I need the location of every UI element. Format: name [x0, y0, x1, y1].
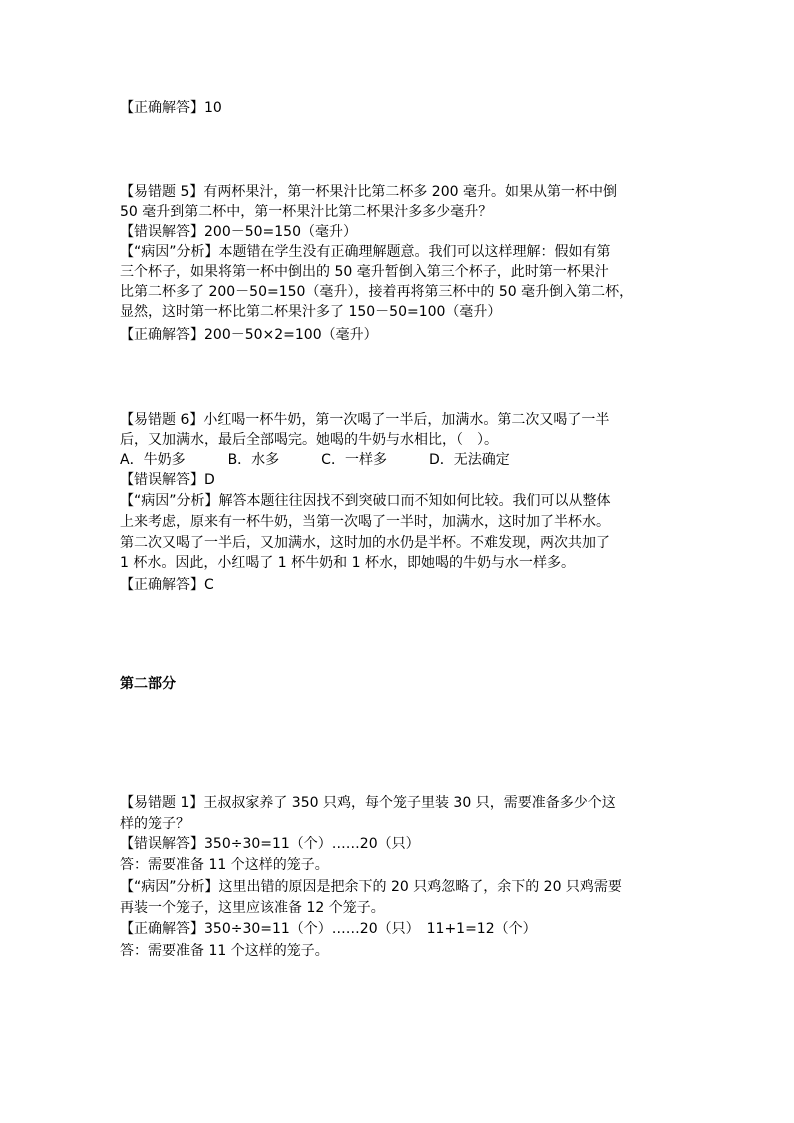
question-6-wrong-answer: 【错误解答】D [120, 472, 215, 488]
part-2-question-1-analysis-line-1: 【“病因”分析】这里出错的原因是把余下的 20 只鸡忽略了，余下的 20 只鸡需要 [120, 879, 622, 895]
question-5-wrong-answer: 【错误解答】200－50=150（毫升） [120, 224, 357, 240]
question-5-line-1: 【易错题 5】有两杯果汁，第一杯果汁比第二杯多 200 毫升。如果从第一杯中倒 [120, 184, 617, 200]
part-2-question-1-analysis-line-2: 再装一个笼子，这里应该准备 12 个笼子。 [120, 900, 385, 916]
answer-line-q4-correct: 【正确解答】10 [120, 100, 222, 116]
part-2-question-1-wrong-answer: 【错误解答】350÷30=11（个）……20（只） [120, 836, 420, 852]
question-5-analysis-line-1: 【“病因”分析】本题错在学生没有正确理解题意。我们可以这样理解：假如有第 [120, 244, 611, 260]
part-2-question-1-line-1: 【易错题 1】王叔叔家养了 350 只鸡，每个笼子里装 30 只，需要准备多少个这 [120, 795, 616, 811]
question-6-analysis-line-1: 【“病因”分析】解答本题往往因找不到突破口而不知如何比较。我们可以从整体 [120, 493, 611, 509]
part-2-question-1-correct-reply: 答：需要准备 11 个这样的笼子。 [120, 943, 329, 959]
question-6-options: A．牛奶多 B．水多 C．一样多 D．无法确定 [120, 452, 510, 468]
question-6-analysis-line-4: 1 杯水。因此，小红喝了 1 杯牛奶和 1 杯水，即她喝的牛奶与水一样多。 [120, 555, 575, 571]
question-5-line-2: 50 毫升到第二杯中，第一杯果汁比第二杯果汁多多少毫升？ [120, 204, 493, 220]
part-2-question-1-correct-answer: 【正确解答】350÷30=11（个）……20（只） 11+1=12（个） [120, 921, 537, 937]
section-heading-part-2: 第二部分 [120, 676, 176, 692]
question-6-analysis-line-3: 第二次又喝了一半后，又加满水，这时加的水仍是半杯。不难发现，两次共加了 [120, 535, 610, 551]
part-2-question-1-line-2: 样的笼子？ [120, 816, 190, 832]
question-5-analysis-line-3: 比第二杯多了 200－50=150（毫升），接着再将第三杯中的 50 毫升倒入第二杯， [120, 284, 634, 300]
part-2-question-1-wrong-reply: 答：需要准备 11 个这样的笼子。 [120, 857, 329, 873]
question-6-correct-answer: 【正确解答】C [120, 577, 214, 593]
question-6-line-2: 后，又加满水，最后全部喝完。她喝的牛奶与水相比，（ ）。 [120, 432, 498, 448]
question-6-analysis-line-2: 上来考虑，原来有一杯牛奶，当第一次喝了一半时，加满水，这时加了半杯水。 [120, 514, 610, 530]
question-5-analysis-line-2: 三个杯子，如果将第一杯中倒出的 50 毫升暂倒入第三个杯子，此时第一杯果汁 [120, 264, 609, 280]
question-5-correct-answer: 【正确解答】200－50×2=100（毫升） [120, 327, 378, 343]
question-6-line-1: 【易错题 6】小红喝一杯牛奶，第一次喝了一半后，加满水。第二次又喝了一半 [120, 412, 610, 428]
question-5-analysis-line-4: 显然，这时第一杯比第二杯果汁多了 150－50=100（毫升） [120, 304, 502, 320]
